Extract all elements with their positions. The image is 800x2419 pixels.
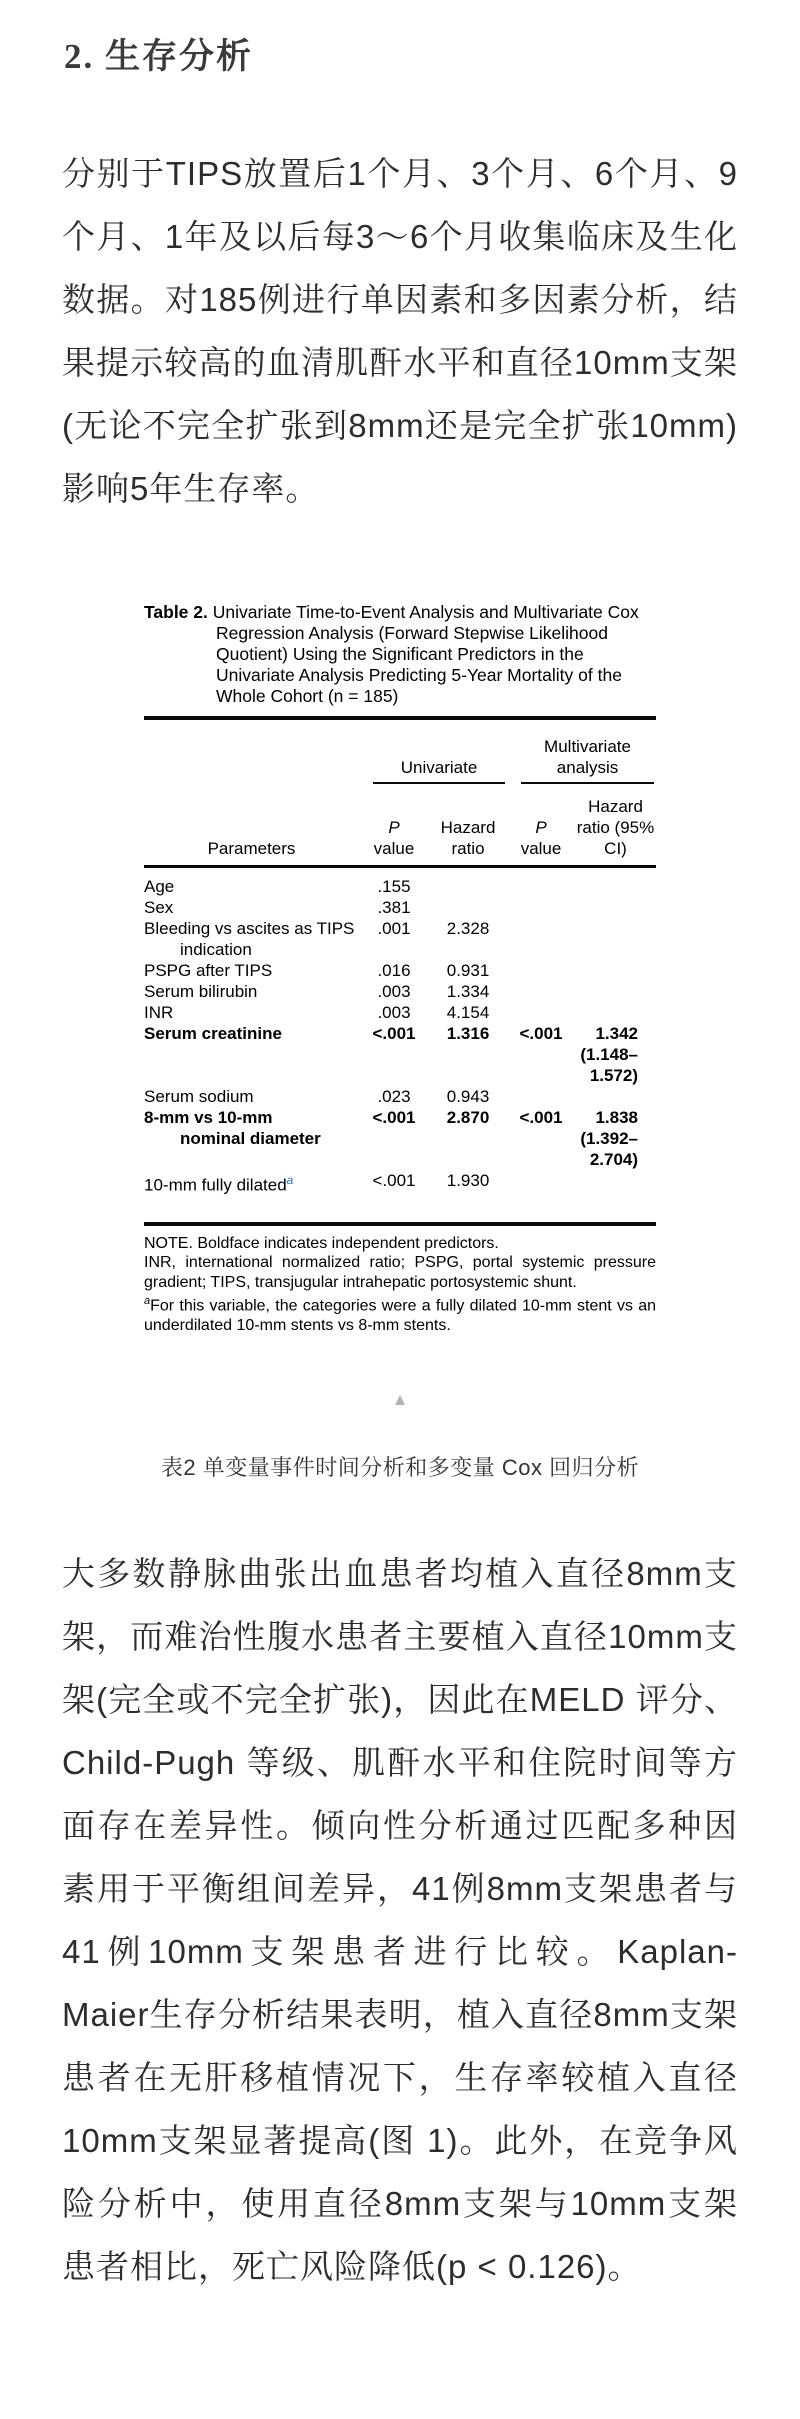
multi-hr-ci-cell: [575, 1002, 656, 1023]
uni-hr-cell: 2.870: [446, 1108, 490, 1127]
multi-hr-ci-cell: [575, 897, 656, 918]
paragraph-propensity-analysis: 大多数静脉曲张出血患者均植入直径8mm支架，而难治性腹水患者主要植入直径10mm支架(完全或不完全扩张)，因此在MELD 评分、Child-Pugh 等级、肌酐水平和住院时间等方面存在差异性。倾向性分析通过匹配多种因素用于平衡组间差异，41例8mm支架患者与41例10mm支架患者进行比较。Kaplan-Maier生存分析结果表明，植入直径8mm支架患者在无肝移植情况下，生存率较植入直径10mm支架显著提高(图 1)。此外，在竞争风险分析中，使用直径8mm支架与10mm支架患者相比，死亡风险降低(p < 0.126)。: [62, 1555, 738, 2286]
parameter-cell: Serum sodium: [144, 1087, 254, 1106]
multi-p-cell: <.001: [519, 1024, 563, 1043]
table-note: INR, international normalized ratio; PSPG, portal systemic pressure gradient; TIPS, transjugular intrahepatic portosystemic shunt.: [144, 1254, 656, 1291]
multi-p-cell: [507, 960, 575, 981]
table-row: [144, 981, 656, 1002]
multi-p-cell: [507, 1170, 575, 1196]
table2-caption: [144, 602, 656, 707]
uni-p-cell: .003: [377, 1003, 411, 1022]
multi-p-cell: [507, 867, 575, 898]
table-row: [144, 867, 656, 898]
multi-hr-ci-cell: [575, 1170, 656, 1196]
uni-hr-cell: 1.334: [446, 982, 490, 1001]
uni-p-cell: <.001: [372, 1024, 416, 1043]
multi-p-cell: [507, 918, 575, 960]
table-row: [144, 1002, 656, 1023]
uni-hr-cell: 2.328: [446, 919, 490, 938]
parameter-cell: Bleeding vs ascites as TIPS indication: [144, 919, 355, 959]
uni-hr-cell: 4.154: [446, 1003, 490, 1022]
table2-figure: [144, 602, 656, 1335]
table-note: $^a$For this variable, the categories were a fully dilated 10-mm stent vs an underdilated 10-mm stents vs 8-mm stents.: [144, 1295, 656, 1334]
table-row: [144, 1170, 656, 1196]
group-header-multivariate: Multivariate analysis: [521, 736, 654, 784]
parameter-cell: Age: [144, 877, 175, 896]
multi-hr-ci-cell: [575, 960, 656, 981]
uni-hr-cell: 1.930: [446, 1171, 490, 1190]
uni-p-cell: <.001: [372, 1171, 416, 1190]
uni-p-cell: <.001: [372, 1108, 416, 1127]
uni-hr-cell: 0.943: [446, 1087, 490, 1106]
uni-hr-cell: 1.316: [446, 1024, 490, 1043]
uni-p-cell: .381: [377, 898, 411, 917]
parameter-cell: Serum bilirubin: [144, 982, 258, 1001]
group-header-univariate: Univariate: [373, 757, 505, 784]
uni-p-cell: .016: [377, 961, 411, 980]
parameter-cell: PSPG after TIPS: [144, 961, 273, 980]
table-row: [144, 960, 656, 981]
col-header-uni-hazard: Hazard ratio: [429, 784, 507, 867]
section-heading: 2. 生存分析: [64, 37, 254, 76]
table-row: [144, 897, 656, 918]
multi-p-cell: <.001: [519, 1108, 563, 1127]
col-header-parameters: Parameters: [144, 784, 359, 867]
table-row: [144, 1086, 656, 1107]
multi-hr-ci-cell: [575, 981, 656, 1002]
parameter-cell: Sex: [144, 898, 174, 917]
uni-p-cell: .155: [377, 877, 411, 896]
group-header-row: [144, 720, 656, 784]
table-row: [144, 918, 656, 960]
multi-p-cell: [507, 1086, 575, 1107]
parameter-cell: Serum creatinine: [144, 1024, 282, 1043]
multi-p-cell: [507, 981, 575, 1002]
parameter-cell: 10-mm fully dilated$^a$: [144, 1173, 294, 1195]
column-header-row: [144, 784, 656, 867]
uni-p-cell: .001: [377, 919, 411, 938]
uni-hr-cell: [429, 867, 507, 898]
uni-p-cell: .003: [377, 982, 411, 1001]
paragraph-survival-followup: 分别于TIPS放置后1个月、3个月、6个月、9个月、1年及以后每3～6个月收集临床及生化数据。对185例进行单因素和多因素分析，结果提示较高的血清肌酐水平和直径10mm支架(无论不完全扩张到8mm还是完全扩张10mm)影响5年生存率。: [62, 155, 738, 507]
footnote-marker: a: [144, 1295, 151, 1308]
parameter-cell: INR: [144, 1003, 174, 1022]
multi-hr-ci-cell: 1.838 (1.392– 2.704): [580, 1108, 639, 1169]
multi-hr-ci-cell: [575, 918, 656, 960]
table-row: [144, 1023, 656, 1086]
multi-p-cell: [507, 1002, 575, 1023]
table-notes: [144, 1234, 656, 1336]
uni-hr-cell: [429, 897, 507, 918]
article-content: [0, 36, 800, 2298]
table-row: [144, 1107, 656, 1170]
multi-hr-ci-cell: 1.342 (1.148– 1.572): [580, 1024, 639, 1085]
col-header-multi-hazard: Hazard ratio (95% CI): [575, 784, 656, 867]
table-body: [144, 867, 656, 1196]
figure-caption: 表2 单变量事件时间分析和多变量 Cox 回归分析: [160, 1455, 640, 1481]
table2: [144, 720, 656, 1196]
uni-p-cell: .023: [377, 1087, 411, 1106]
multi-p-cell: [507, 897, 575, 918]
footnote-marker: a: [286, 1173, 294, 1187]
col-header-multi-p: P value: [507, 784, 575, 867]
table2-caption-label: Table 2.: [144, 602, 208, 622]
collapse-triangle-icon[interactable]: ▲: [391, 1390, 409, 1410]
uni-hr-cell: 0.931: [446, 961, 490, 980]
table-note: NOTE. Boldface indicates independent predictors.: [144, 1234, 499, 1252]
multi-hr-ci-cell: [575, 1086, 656, 1107]
parameter-cell: 8-mm vs 10-mm nominal diameter: [144, 1108, 321, 1148]
multi-hr-ci-cell: [575, 867, 656, 898]
col-header-uni-p: P value: [359, 784, 429, 867]
table2-caption-text: Univariate Time-to-Event Analysis and Multivariate Cox Regression Analysis (Forward Stepwise Likelihood Quotient) Using the Significant Predictors in the Univariate Analysis Predicting 5-Year Mortality of the Whole Cohort (n = 185): [212, 602, 639, 706]
table-bottom-rule: [144, 1222, 656, 1226]
